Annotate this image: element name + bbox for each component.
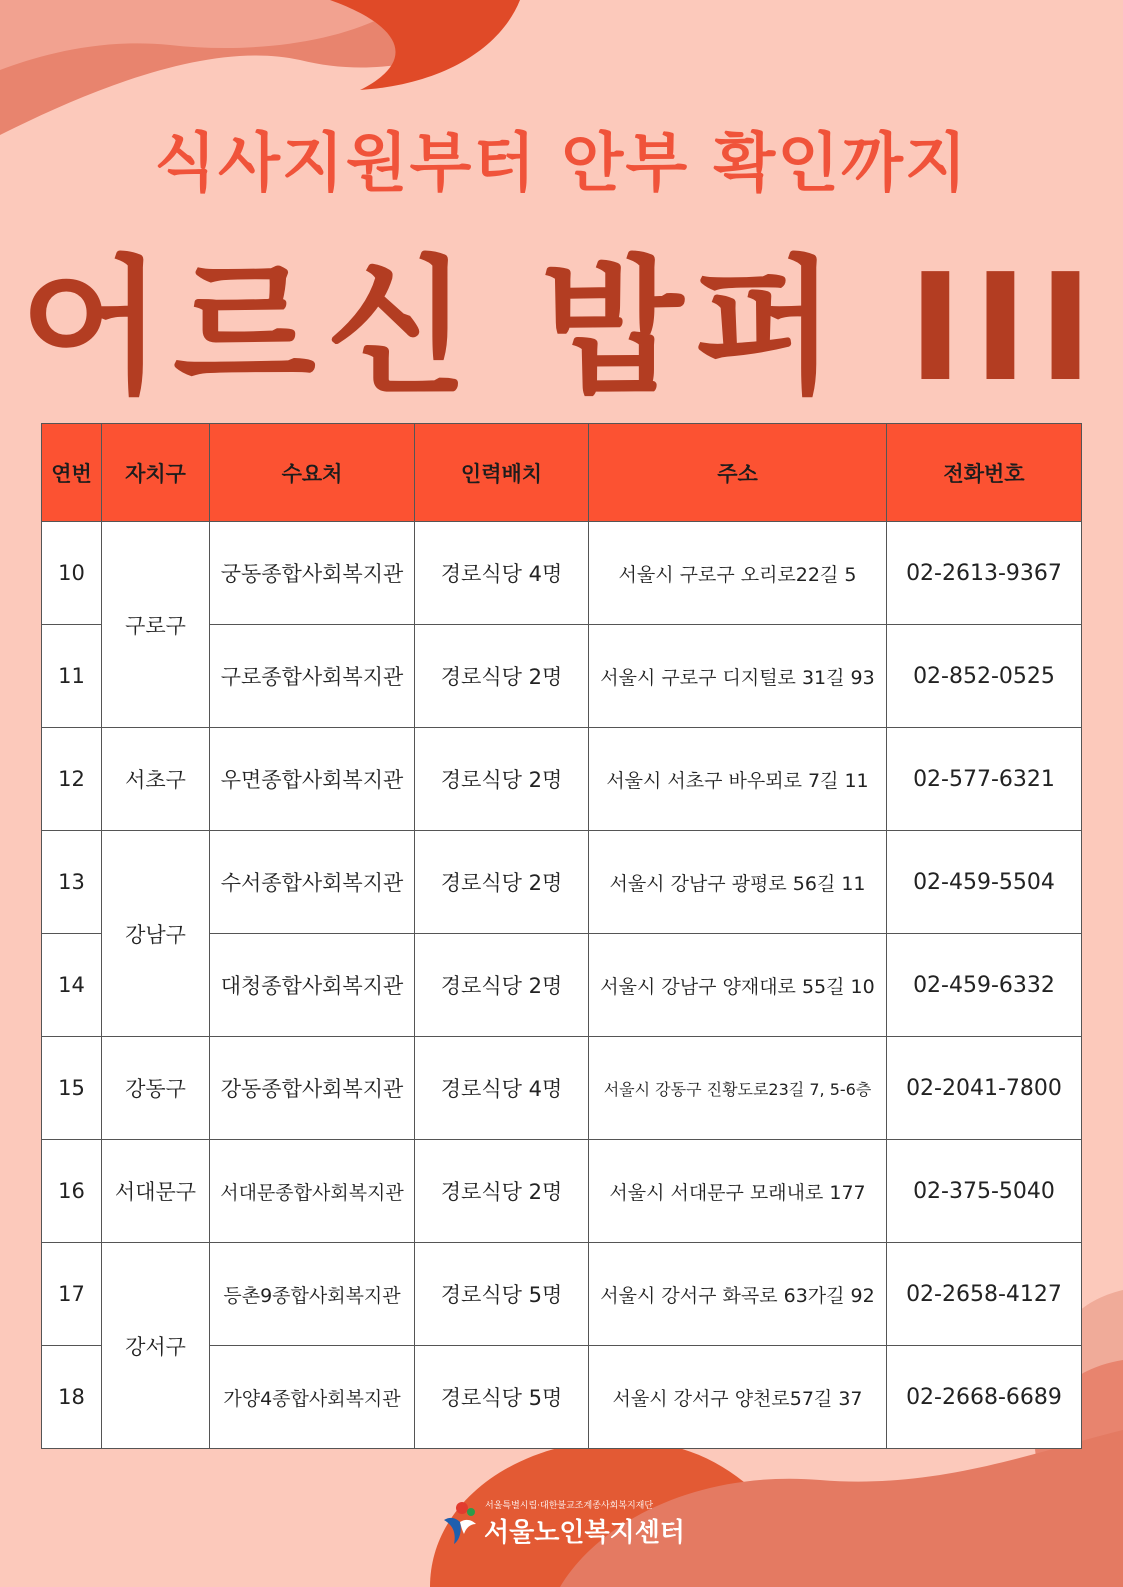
cell-phone: 02-577-6321 (887, 728, 1082, 831)
cell-no: 11 (42, 625, 102, 728)
cell-place: 수서종합사회복지관 (210, 831, 415, 934)
cell-phone: 02-375-5040 (887, 1140, 1082, 1243)
cell-no: 17 (42, 1243, 102, 1346)
cell-address: 서울시 강남구 양재대로 55길 10 (589, 934, 887, 1037)
cell-place: 서대문종합사회복지관 (210, 1140, 415, 1243)
cell-no: 12 (42, 728, 102, 831)
seoul-senior-center-logo-icon (440, 1500, 480, 1546)
cell-address: 서울시 서초구 바우뫼로 7길 11 (589, 728, 887, 831)
cell-phone: 02-2658-4127 (887, 1243, 1082, 1346)
cell-place: 가양4종합사회복지관 (210, 1346, 415, 1449)
cell-place: 강동종합사회복지관 (210, 1037, 415, 1140)
header-district: 자치구 (102, 424, 210, 522)
cell-phone: 02-459-5504 (887, 831, 1082, 934)
cell-address: 서울시 구로구 오리로22길 5 (589, 522, 887, 625)
table-header-row (42, 424, 1082, 522)
table-row (42, 1140, 1082, 1243)
cell-phone: 02-2668-6689 (887, 1346, 1082, 1449)
cell-place: 구로종합사회복지관 (210, 625, 415, 728)
cell-district: 강남구 (102, 831, 210, 1037)
cell-phone: 02-2041-7800 (887, 1037, 1082, 1140)
cell-district: 구로구 (102, 522, 210, 728)
cell-address: 서울시 강남구 광평로 56길 11 (589, 831, 887, 934)
header-phone: 전화번호 (887, 424, 1082, 522)
center-name: 서울노인복지센터 (484, 1518, 685, 1548)
cell-phone: 02-459-6332 (887, 934, 1082, 1037)
table-row (42, 1037, 1082, 1140)
cell-address: 서울시 구로구 디지털로 31길 93 (589, 625, 887, 728)
cell-staff: 경로식당 5명 (415, 1346, 589, 1449)
cell-place: 대청종합사회복지관 (210, 934, 415, 1037)
page-title: 어르신 밥퍼 III (19, 242, 1104, 414)
cell-phone: 02-2613-9367 (887, 522, 1082, 625)
cell-district: 서대문구 (102, 1140, 210, 1243)
cell-staff: 경로식당 2명 (415, 1140, 589, 1243)
cell-phone: 02-852-0525 (887, 625, 1082, 728)
cell-staff: 경로식당 4명 (415, 522, 589, 625)
cell-address: 서울시 강동구 진황도로23길 7, 5-6층 (589, 1037, 887, 1140)
cell-place: 우면종합사회복지관 (210, 728, 415, 831)
cell-staff: 경로식당 5명 (415, 1243, 589, 1346)
cell-place: 등촌9종합사회복지관 (210, 1243, 415, 1346)
header-address: 주소 (589, 424, 887, 522)
cell-district: 서초구 (102, 728, 210, 831)
subtitle: 식사지원부터 안부 확인까지 (154, 127, 969, 201)
table-row (42, 522, 1082, 625)
header-staff: 인력배치 (415, 424, 589, 522)
table-row (42, 728, 1082, 831)
cell-staff: 경로식당 4명 (415, 1037, 589, 1140)
cell-no: 14 (42, 934, 102, 1037)
header-no: 연번 (42, 424, 102, 522)
cell-no: 15 (42, 1037, 102, 1140)
table-row (42, 831, 1082, 934)
cell-place: 궁동종합사회복지관 (210, 522, 415, 625)
cell-no: 18 (42, 1346, 102, 1449)
cell-no: 16 (42, 1140, 102, 1243)
cell-no: 13 (42, 831, 102, 934)
cell-staff: 경로식당 2명 (415, 934, 589, 1037)
table-row (42, 1243, 1082, 1346)
cell-staff: 경로식당 2명 (415, 625, 589, 728)
cell-staff: 경로식당 2명 (415, 831, 589, 934)
cell-staff: 경로식당 2명 (415, 728, 589, 831)
cell-district: 강동구 (102, 1037, 210, 1140)
header-place: 수요처 (210, 424, 415, 522)
cell-address: 서울시 강서구 화곡로 63가길 92 (589, 1243, 887, 1346)
footer-brand (440, 1498, 690, 1550)
facility-table (41, 423, 1082, 1449)
cell-district: 강서구 (102, 1243, 210, 1449)
cell-no: 10 (42, 522, 102, 625)
cell-address: 서울시 강서구 양천로57길 37 (589, 1346, 887, 1449)
organization-name: 서울특별시립·대한불교조계종사회복지재단 (485, 1501, 654, 1511)
cell-address: 서울시 서대문구 모래내로 177 (589, 1140, 887, 1243)
